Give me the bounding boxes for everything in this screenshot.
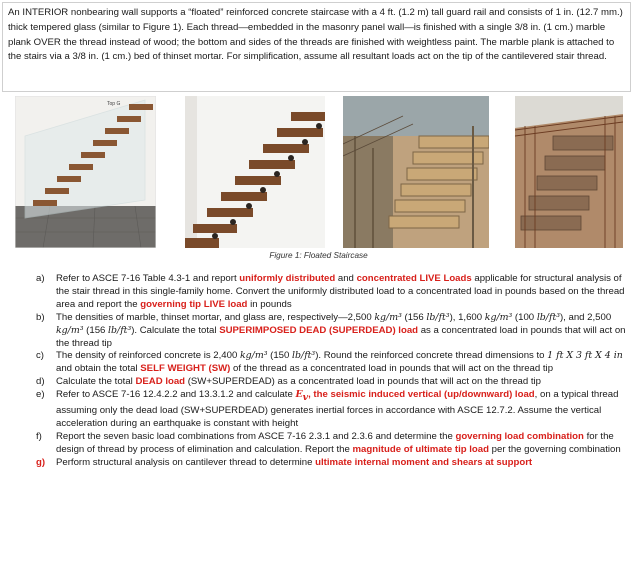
task-highlight: DEAD load xyxy=(135,376,186,388)
task-text: in pounds xyxy=(247,298,292,310)
staircase-with-glass-rail-photo xyxy=(15,96,156,248)
dimension-math: 1 ft X 3 ft X 4 in xyxy=(547,350,623,362)
wooden-treads-illustration xyxy=(185,96,325,248)
task-g xyxy=(36,457,626,470)
task-highlight: , the seismic induced vertical (up/downward) load xyxy=(308,389,535,401)
task-marker: e) xyxy=(36,389,45,401)
rebar-illustration xyxy=(515,96,623,248)
task-text: Perform structural analysis on cantilever thread to determine xyxy=(56,456,316,468)
task-marker: g) xyxy=(36,456,46,468)
task-highlight: governing load combination xyxy=(455,430,584,442)
unit-math: lb/ft³ xyxy=(426,311,450,323)
task-text: ), 1,600 xyxy=(449,311,485,323)
task-text: (100 xyxy=(512,311,537,323)
unit-math: lb/ft³ xyxy=(292,350,316,362)
task-text: ). Round the reinforced concrete thread dimensions to xyxy=(315,350,548,362)
unit-math: lb/ft³ xyxy=(108,324,132,336)
task-highlight: SUPERIMPOSED DEAD (SUPERDEAD) load xyxy=(219,324,419,336)
unit-math: kg/m³ xyxy=(374,311,402,323)
task-f xyxy=(36,431,626,457)
photo-tag: Top G xyxy=(107,101,121,107)
task-list xyxy=(36,273,626,470)
task-e xyxy=(36,389,626,431)
task-marker: b) xyxy=(36,311,45,323)
task-d xyxy=(36,376,626,389)
task-text: of the thread as a concentrated load in pounds that will act on the thread tip xyxy=(230,363,554,375)
figure-caption: Figure 1: Floated Staircase xyxy=(269,251,368,260)
task-a xyxy=(36,273,626,312)
task-text: , on a typical thread assuming only the dead load (SW+SUPERDEAD) generates inertial forces in accordance with ASCE 12.7.2. Assume the vertical acceleration during an earthquake is constant with height xyxy=(56,389,619,429)
problem-intro-text: An INTERIOR nonbearing wall supports a “floated” reinforced concrete staircase with a 4 ft. (1.2 m) tall guard rail and consists of 1 in. (12.7 mm.) thick tempered glass (similar to Figure 1). Each thread—embedded in the masonry panel wall—is finished with a single 3/8 in. (1 cm.) marble plank OVER the thread instead of wood; the bottom and sides of the threads are finished with weightless paint. The marble plank is attached to the stairs via a 3/8 in. (1 cm.) bed of thinset mortar. For simplification, assume all resultant loads act on the tip of the cantilevered stair thread. xyxy=(8,7,623,63)
task-text: ), and 2,500 xyxy=(559,311,612,323)
unit-math: kg/m³ xyxy=(56,324,84,336)
problem-statement xyxy=(2,2,631,92)
task-c xyxy=(36,350,626,376)
task-text: per the governing combination xyxy=(488,443,621,455)
formwork-construction-photo xyxy=(343,96,489,248)
task-text: and xyxy=(335,273,357,284)
task-marker: f) xyxy=(36,430,42,442)
task-text: Calculate the total xyxy=(56,376,136,388)
task-marker: a) xyxy=(36,273,45,284)
task-highlight: governing tip LIVE load xyxy=(140,298,248,310)
formwork-illustration xyxy=(343,96,489,248)
task-text: (156 xyxy=(83,324,109,336)
task-text: The densities of marble, thinset mortar, and glass are, respectively—2,500 xyxy=(56,311,375,323)
seismic-subscript: v xyxy=(302,392,309,404)
task-text: as a concentrated load in pounds that will act on the thread tip xyxy=(56,324,626,349)
task-text: and obtain the total xyxy=(56,363,141,375)
task-highlight: uniformly distributed xyxy=(239,273,336,284)
task-b xyxy=(36,312,626,351)
task-highlight: concentrated LIVE Loads xyxy=(356,273,472,284)
task-text: (SW+SUPERDEAD) as a concentrated load in pounds that will act on the thread tip xyxy=(185,376,541,388)
task-highlight: magnitude of ultimate tip load xyxy=(352,443,489,455)
task-text: ). Calculate the total xyxy=(131,324,220,336)
task-highlight: ultimate internal moment and shears at support xyxy=(315,456,533,468)
unit-math: lb/ft³ xyxy=(536,311,560,323)
figure-1-photos xyxy=(15,96,623,248)
task-text: (156 xyxy=(401,311,427,323)
task-text: for the design of thread by process of elimination and calculation. Report the xyxy=(56,430,614,455)
task-text: Refer to ASCE 7-16 Table 4.3-1 and report xyxy=(56,273,240,284)
unit-math: kg/m³ xyxy=(239,350,268,362)
task-text: The density of reinforced concrete is 2,400 xyxy=(56,350,240,362)
task-marker: c) xyxy=(36,350,44,362)
task-highlight: SELF WEIGHT (SW) xyxy=(140,363,231,375)
task-text: applicable for structural analysis of the stair thread in this single-family home. Convert the uniformly distributed load to a concentrated load in pounds based on the thread area and report the xyxy=(56,273,625,310)
task-text: Report the seven basic load combinations from ASCE 7-16 2.3.1 and 2.3.6 and determine the xyxy=(56,430,456,442)
task-text: (150 xyxy=(267,350,293,362)
unit-math: kg/m³ xyxy=(484,311,513,323)
seismic-symbol: E xyxy=(295,389,303,401)
task-marker: d) xyxy=(36,376,45,388)
task-text: Refer to ASCE 7-16 12.4.2.2 and 13.3.1.2 and calculate xyxy=(56,389,296,401)
staircase-glass-illustration xyxy=(15,96,156,248)
rebar-cage-construction-photo xyxy=(515,96,623,248)
wooden-treads-photo xyxy=(185,96,325,248)
